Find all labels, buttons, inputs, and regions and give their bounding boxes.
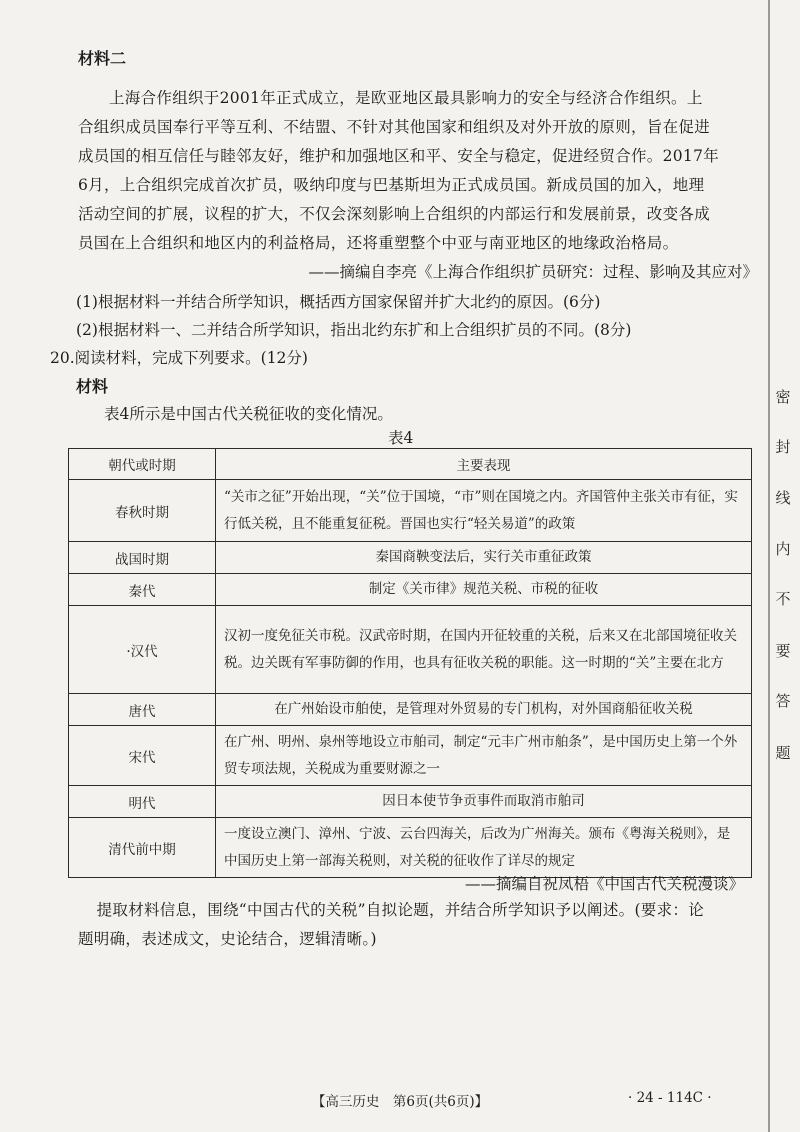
- table-row: [69, 542, 752, 574]
- seal-notice-char: 密: [775, 388, 791, 406]
- material2-line: 上海合作组织于2001年正式成立，是欧亚地区最具影响力的安全与经济合作组织。上: [109, 89, 703, 107]
- material2-line: 员国在上合组织和地区内的利益格局，还将重塑整个中亚与南亚地区的地缘政治格局。: [78, 234, 679, 252]
- table-header-content: 主要表现: [216, 449, 752, 480]
- q20-intro: 表4所示是中国古代关税征收的变化情况。: [104, 405, 393, 423]
- table-row: [69, 574, 752, 606]
- material2-heading: 材料二: [78, 49, 127, 68]
- footer-page-label: 【高三历史 第6页(共6页)】: [311, 1094, 489, 1110]
- table-cell-period: 明代: [69, 786, 216, 818]
- table-cell-content: 在广州始设市舶使，是管理对外贸易的专门机构，对外国商船征收关税: [216, 694, 752, 726]
- table-cell-period: 清代前中期: [69, 818, 216, 878]
- table-cell-content: 汉初一度免征关市税。汉武帝时期，在国内开征较重的关税，后来又在北部国境征收关税。边关既有军事防御的作用，也具有征收关税的职能。这一时期的“关”主要在北方: [216, 606, 752, 694]
- binding-fold-line: [768, 0, 770, 1132]
- table-caption: 表4: [388, 429, 414, 447]
- footer-exam-code: · 24 - 114C ·: [628, 1090, 712, 1106]
- table-cell-content: 在广州、明州、泉州等地设立市舶司，制定“元丰广州市舶条”，是中国历史上第一个外贸专项法规，关税成为重要财源之一: [216, 726, 752, 786]
- table-cell-period: 秦代: [69, 574, 216, 606]
- material2-line: 成员国的相互信任与睦邻友好，维护和加强地区和平、安全与稳定，促进经贸合作。2017年: [78, 147, 720, 165]
- table-row: [69, 480, 752, 542]
- material2-line: 活动空间的扩展，议程的扩大，不仅会深刻影响上合组织的内部运行和发展前景，改变各成: [78, 205, 711, 223]
- q20-task: [78, 896, 758, 954]
- seal-notice-char: 内: [775, 540, 791, 558]
- table-cell-content: 因日本使节争贡事件而取消市舶司: [216, 786, 752, 818]
- table-row: [69, 606, 752, 694]
- q20-task-line: 题明确，表述成文，史论结合，逻辑清晰。): [78, 930, 377, 948]
- table-header-period: 朝代或时期: [69, 449, 216, 480]
- material2-line: 6月，上合组织完成首次扩员，吸纳印度与巴基斯坦为正式成员国。新成员国的加入，地理: [78, 176, 705, 194]
- table-cell-period: ·汉代: [69, 606, 216, 694]
- seal-notice-char: 不: [775, 590, 791, 608]
- table-cell-period: 战国时期: [69, 542, 216, 574]
- customs-table: [68, 448, 752, 878]
- seal-notice-char: 要: [775, 642, 791, 660]
- table-cell-period: 宋代: [69, 726, 216, 786]
- table-row: [69, 726, 752, 786]
- seal-notice-char: 封: [775, 438, 791, 456]
- seal-notice-char: 答: [775, 692, 791, 710]
- table-cell-content: “关市之征”开始出现，“关”位于国境，“市”则在国境之内。齐国管仲主张关市有征，实行低关税，且不能重复征税。晋国也实行“轻关易道”的政策: [216, 480, 752, 542]
- table-cell-content: 秦国商鞅变法后，实行关市重征政策: [216, 542, 752, 574]
- material2-line: 合组织成员国奉行平等互利、不结盟、不针对其他国家和组织及对外开放的原则，旨在促进: [78, 118, 711, 136]
- material2-source: ——摘编自李亮《上海合作组织扩员研究：过程、影响及其应对》: [308, 263, 758, 281]
- q19-sub1: (1)根据材料一并结合所学知识，概括西方国家保留并扩大北约的原因。(6分): [76, 293, 601, 311]
- seal-notice-char: 线: [775, 489, 791, 507]
- table-row: [69, 786, 752, 818]
- q19-sub2: (2)根据材料一、二并结合所学知识，指出北约东扩和上合组织扩员的不同。(8分): [76, 321, 632, 339]
- table-row: [69, 818, 752, 878]
- q20-material-label: 材料: [76, 377, 109, 396]
- table-cell-content: 一度设立澳门、漳州、宁波、云台四海关，后改为广州海关。颁布《粤海关税则》，是中国历史上第一部海关税则，对关税的征收作了详尽的规定: [216, 818, 752, 878]
- table-cell-period: 唐代: [69, 694, 216, 726]
- table-header-row: [69, 449, 752, 480]
- q20-title: 20.阅读材料，完成下列要求。(12分): [50, 349, 308, 367]
- table-source: ——摘编自祝凤梧《中国古代关税漫谈》: [464, 875, 744, 893]
- table-cell-content: 制定《关市律》规范关税、市税的征收: [216, 574, 752, 606]
- material2-body: [78, 84, 758, 258]
- seal-notice-char: 题: [775, 744, 791, 762]
- q20-task-line: 提取材料信息，围绕“中国古代的关税”自拟论题，并结合所学知识予以阐述。(要求：论: [96, 901, 704, 919]
- table-row: [69, 694, 752, 726]
- table-cell-period: 春秋时期: [69, 480, 216, 542]
